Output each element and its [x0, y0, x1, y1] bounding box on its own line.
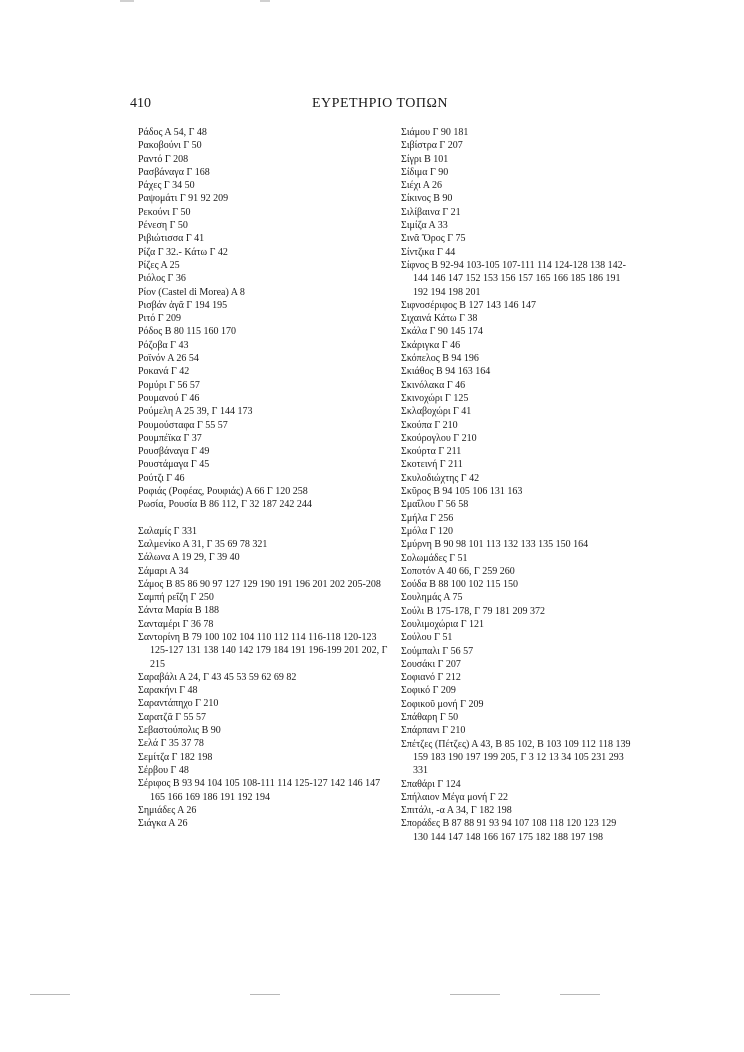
index-entry: Σκούπα Γ 210 [401, 419, 458, 431]
index-entry: Σκόπελος Β 94 196 [401, 353, 479, 365]
index-entry: Ρισβάν ἀγᾶ Γ 194 195 [138, 299, 228, 311]
index-entry: Σάντα Μαρία Β 188 [138, 605, 220, 617]
index-entry: Σούδα Β 88 100 102 115 150 [401, 579, 519, 591]
index-entry: Ροϊνόν Α 26 54 [138, 353, 199, 365]
index-entry: Ρουστάμαγα Γ 45 [138, 459, 210, 471]
index-entry: Σούλι Β 175-178, Γ 79 181 209 372 [401, 605, 545, 617]
index-entry: Σπάρπανι Γ 210 [401, 725, 466, 737]
index-entry: Σπήλαιον Μέγα μονή Γ 22 [401, 791, 509, 803]
index-entry: Σολωμάδες Γ 51 [401, 552, 468, 564]
index-entry: Ριτό Γ 209 [138, 313, 182, 325]
index-entry: Σμόλα Γ 120 [401, 525, 454, 537]
index-entry: Σιλίβαινα Γ 21 [401, 206, 461, 218]
index-entry: Σουσάκι Γ 207 [401, 658, 461, 670]
index-entry: Ρουμούσταφα Γ 55 57 [138, 419, 228, 431]
index-entry: Ρίζες Α 25 [138, 259, 180, 271]
scan-artifact [560, 994, 600, 995]
index-entry: Ρουσβάναγα Γ 49 [138, 446, 210, 458]
index-entry: Ρουμανού Γ 46 [138, 392, 200, 404]
index-entry: Σκούρογλου Γ 210 [401, 432, 477, 444]
index-entry: Σπαθάρι Γ 124 [401, 778, 461, 790]
index-entry: Σιφνοσέριφος Β 127 143 146 147 [401, 299, 536, 311]
index-entry: Σοφικό Γ 209 [401, 685, 456, 697]
index-entry: Ρωσία, Ρουσία Β 86 112, Γ 32 187 242 244 [138, 499, 312, 511]
index-entry: Ράχες Γ 34 50 [138, 180, 195, 192]
index-entry: Σκιάθος Β 94 163 164 [401, 366, 491, 378]
index-entry: Σέριφος Β 93 94 104 105 108-111 114 125-127 142 146 147 165 166 169 186 191 192 194 [138, 778, 381, 803]
index-entry: Σαμπή ρεΐζη Γ 250 [138, 592, 214, 604]
index-entry: Σαρακήνι Γ 48 [138, 685, 198, 697]
index-entry: Σαλμενίκο Α 31, Γ 35 69 78 321 [138, 538, 268, 550]
index-entry: Σίγρι Β 101 [401, 153, 449, 165]
index-entry: Σκλαβοχώρι Γ 41 [401, 406, 472, 418]
index-entry: Σοφικοῦ μονή Γ 209 [401, 698, 484, 710]
scan-artifact [30, 994, 70, 995]
index-entry: Σανταμέρι Γ 36 78 [138, 618, 214, 630]
index-entry: Ράδος Α 54, Γ 48 [138, 127, 207, 138]
index-entry: Ρίον (Castel di Morea) Α 8 [138, 286, 245, 298]
index-entry: Σιμίζα Α 33 [401, 220, 448, 232]
index-entry: Ρούμελη Α 25 39, Γ 144 173 [138, 406, 253, 418]
index-entry: Σαραντάπηχο Γ 210 [138, 698, 219, 710]
index-entry: Σκοτεινή Γ 211 [401, 459, 463, 471]
index-entry: Σίφνος Β 92-94 103-105 107-111 114 124-128 138 142-144 146 147 152 153 156 157 165 166 185 186 191 192 194 198 201 [401, 259, 626, 298]
index-entry: Σμήλα Γ 256 [401, 512, 454, 524]
index-entry: Σελά Γ 35 37 78 [138, 738, 204, 750]
index-entry: Σουλημάς Α 75 [401, 592, 463, 604]
index-entry: Ρόδος Β 80 115 160 170 [138, 326, 237, 338]
index-entry: Σπέτζες (Πέτζες) Α 43, Β 85 102, Β 103 109 112 118 139 159 183 190 197 199 205, Γ 3 12 13 34 105 231 293 331 [401, 738, 631, 777]
index-entry: Σάμος Β 85 86 90 97 127 129 190 191 196 201 202 205-208 [138, 578, 381, 590]
index-entry: Σέρβου Γ 48 [138, 764, 189, 776]
index-entry: Σκινοχώρι Γ 125 [401, 392, 469, 404]
index-entry: Σαντορίνη Β 79 100 102 104 110 112 114 116-118 120-123 125-127 131 138 140 142 179 184 191 196-199 201 202, Γ 215 [138, 631, 388, 670]
index-entry: Σκινόλακα Γ 46 [401, 379, 466, 391]
index-entry: Σινᾶ Ὄρος Γ 75 [401, 233, 466, 245]
index-entry: Σιάγκα Α 26 [138, 818, 188, 830]
index-entry: Σπάθαρη Γ 50 [401, 712, 459, 724]
index-column-right [401, 126, 633, 844]
index-entry: Σίκινος Β 90 [401, 193, 453, 205]
index-entry: Σκάριγκα Γ 46 [401, 339, 461, 351]
index-entry: Σουλιμοχώρια Γ 121 [401, 618, 485, 630]
index-entry: Σπιτάλι, -α Α 34, Γ 182 198 [401, 805, 512, 817]
index-column-left [138, 126, 388, 830]
index-entry: Σοφιανό Γ 212 [401, 672, 461, 684]
index-entry: Σμύρνη Β 90 98 101 113 132 133 135 150 164 [401, 539, 589, 551]
scan-speck [120, 0, 134, 2]
index-entry: Σποράδες Β 87 88 91 93 94 107 108 118 120 123 129 130 144 147 148 166 167 175 182 188 197 198 [401, 818, 617, 843]
index-entry: Σαραβάλι Α 24, Γ 43 45 53 59 62 69 82 [138, 671, 297, 683]
index-entry: Σοποτόν Α 40 66, Γ 259 260 [401, 565, 515, 577]
index-entry: Σεμίτζα Γ 182 198 [138, 751, 213, 763]
index-entry: Σάλωνα Α 19 29, Γ 39 40 [138, 552, 240, 564]
index-entry: Ριόλος Γ 36 [138, 273, 186, 285]
page-header [0, 96, 744, 116]
index-entry: Ραψομάτι Γ 91 92 209 [138, 193, 229, 205]
index-entry: Σμαΐλου Γ 56 58 [401, 499, 469, 511]
index-entry: Ρομύρι Γ 56 57 [138, 379, 200, 391]
index-entry: Σημιάδες Α 26 [138, 804, 197, 816]
index-entry: Σιάμου Γ 90 181 [401, 127, 469, 138]
index-entry: Σιέχι Α 26 [401, 180, 442, 192]
scan-artifact [250, 994, 280, 995]
index-entry: Ρούτζι Γ 46 [138, 472, 185, 484]
index-entry: Ρόζοβα Γ 43 [138, 339, 189, 351]
index-entry: Ροφιάς (Ροφέας, Ρουφιάς) Α 66 Γ 120 258 [138, 486, 308, 498]
index-entry: Σκυλοδιώχτης Γ 42 [401, 472, 480, 484]
index-entry: Σίδιμα Γ 90 [401, 166, 449, 178]
index-entry: Ροκανά Γ 42 [138, 366, 190, 378]
index-entry: Σάμαρι Α 34 [138, 565, 189, 577]
index-entry: Σιχαινά Κάτω Γ 38 [401, 313, 478, 325]
index-entry: Σούμπαλι Γ 56 57 [401, 645, 474, 657]
index-entry: Ρακοβούνι Γ 50 [138, 140, 202, 152]
page-title: ΕΥΡΕΤΗΡΙΟ ΤΟΠΩΝ [312, 96, 449, 111]
index-entry: Ρεκούνι Γ 50 [138, 206, 191, 218]
index-entry: Σούλου Γ 51 [401, 632, 453, 644]
index-entry: Σκῦρος Β 94 105 106 131 163 [401, 486, 523, 498]
index-entry: Σκάλα Γ 90 145 174 [401, 326, 483, 338]
page-number: 410 [130, 96, 151, 111]
index-entry: Ρένεση Γ 50 [138, 220, 188, 232]
index-entry: Ρίζα Γ 32.- Κάτω Γ 42 [138, 246, 228, 258]
index-entry: Ρουμπέϊκα Γ 37 [138, 432, 202, 444]
index-entry: Ριβιώτισσα Γ 41 [138, 233, 205, 245]
index-entry: Σαρατζᾶ Γ 55 57 [138, 711, 206, 723]
scan-artifact [450, 994, 500, 995]
index-entry: Σίντζικα Γ 44 [401, 246, 456, 258]
index-entry: Σκούρτα Γ 211 [401, 446, 462, 458]
index-entry: Σαλαμίς Γ 331 [138, 525, 197, 537]
index-entry: Ραντό Γ 208 [138, 153, 189, 165]
index-entry: Ρασβάναγα Γ 168 [138, 166, 210, 178]
scan-speck [260, 0, 270, 2]
index-entry: Σιβίστρα Γ 207 [401, 140, 463, 152]
index-entry: Σεβαστούπολις Β 90 [138, 725, 221, 737]
